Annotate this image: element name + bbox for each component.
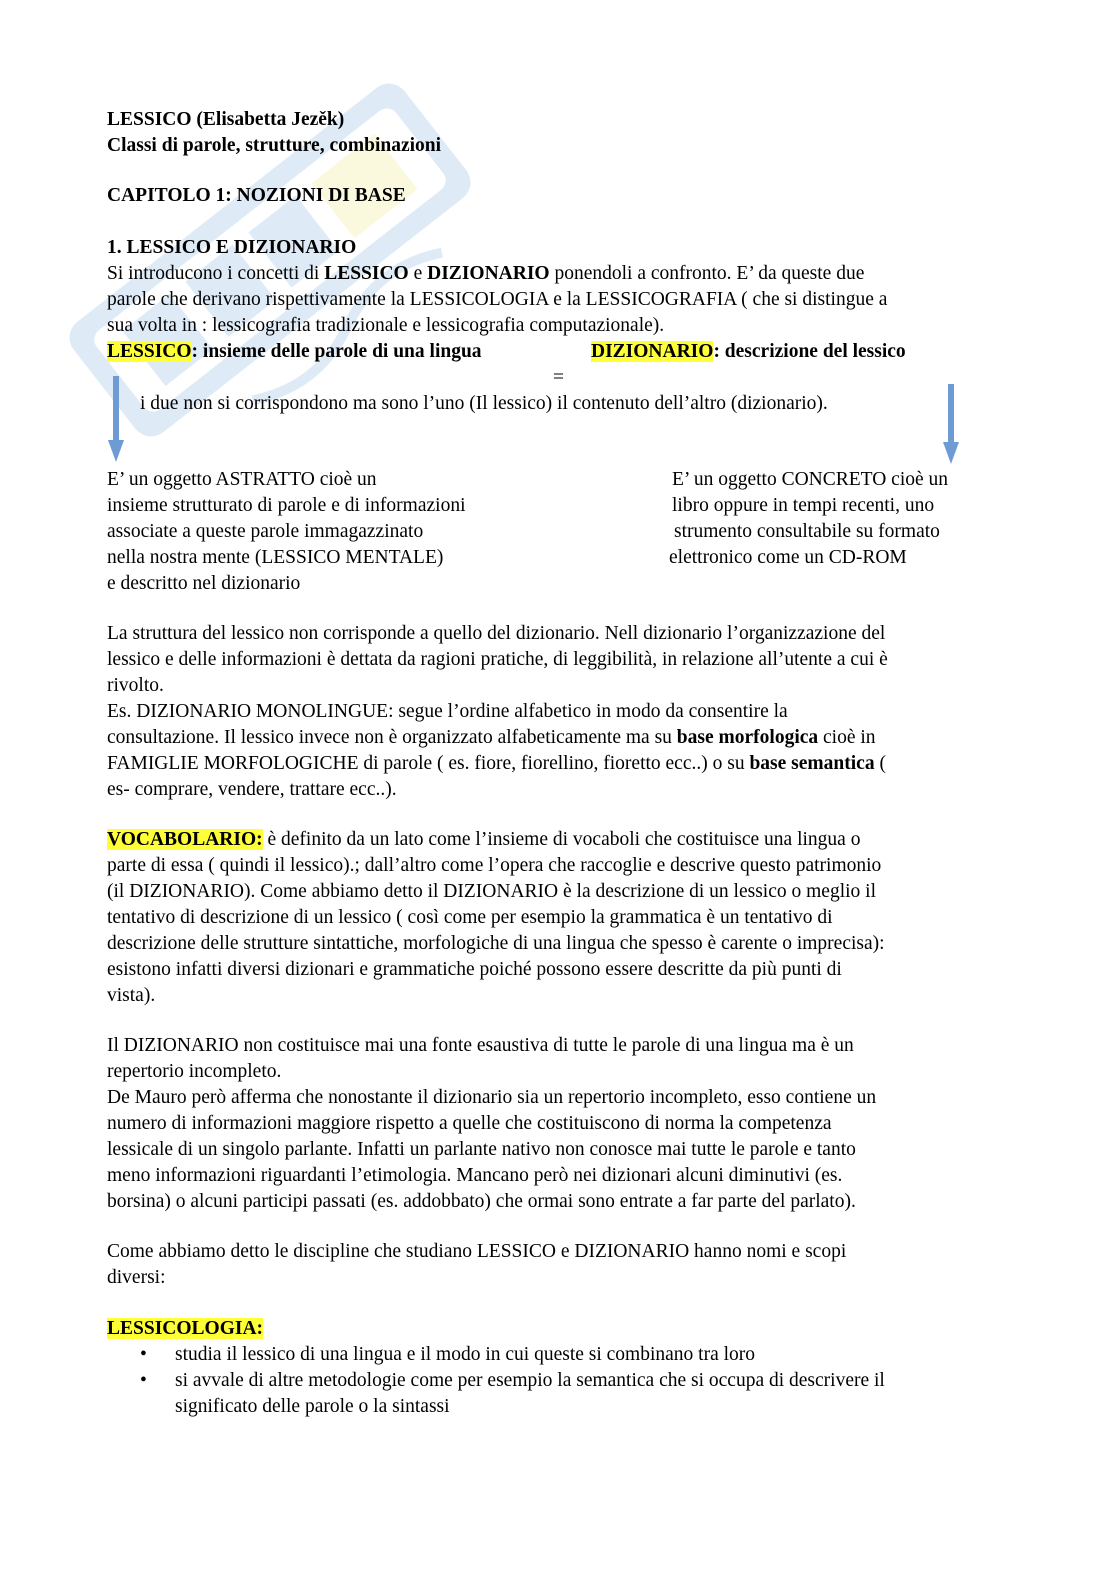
right-col-line-3: strumento consultabile su formato [674, 521, 940, 542]
diz-line-4: numero di informazioni maggiore rispetto a quelle che costituiscono di norma la competenza [107, 1113, 832, 1134]
dizionario-term: DIZIONARIO [591, 341, 714, 362]
left-col-line-2: insieme strutturato di parole e di informazioni [107, 495, 466, 516]
left-col-line-1: E’ un oggetto ASTRATTO cioè un [107, 469, 377, 490]
intro-line-1: Si introducono i concetti di LESSICO e DIZIONARIO ponendoli a confronto. E’ da queste due [107, 263, 865, 284]
intro-line-3: sua volta in : lessicografia tradizionale e lessicografia computazionale). [107, 315, 665, 336]
vocab-line-2: parte di essa ( quindi il lessico).; dall’altro come l’opera che raccoglie e descrive questo patrimonio [107, 855, 882, 876]
struct-line-6: FAMIGLIE MORFOLOGICHE di parole ( es. fiore, fiorellino, fioretto ecc..) o su base semantica ( [107, 753, 886, 774]
doc-subtitle: Classi di parole, strutture, combinazioni [107, 135, 442, 156]
dizionario-definition: DIZIONARIO: descrizione del lessico [591, 341, 906, 362]
lessico-term: LESSICO [107, 341, 192, 362]
vocab-line-7: vista). [107, 985, 156, 1006]
doc-title: LESSICO (Elisabetta Jezěk) [107, 109, 345, 130]
struct-line-3: rivolto. [107, 675, 164, 696]
struct-line-7: es- comprare, vendere, trattare ecc..). [107, 779, 397, 800]
right-col-line-2: libro oppure in tempi recenti, uno [672, 495, 935, 516]
diz-line-6: meno informazioni riguardanti l’etimologia. Mancano però nei dizionari alcuni diminutivi (es. [107, 1165, 843, 1186]
struct-line-4: Es. DIZIONARIO MONOLINGUE: segue l’ordine alfabetico in modo da consentire la [107, 701, 788, 722]
down-arrow-left-icon [108, 376, 124, 462]
disc-line-2: diversi: [107, 1267, 166, 1288]
left-col-line-5: e descritto nel dizionario [107, 573, 301, 594]
right-col-line-1: E’ un oggetto CONCRETO cioè un [672, 469, 949, 490]
struct-line-5: consultazione. Il lessico invece non è organizzato alfabeticamente ma su base morfologica cioè in [107, 727, 876, 748]
vocab-line-4: tentativo di descrizione di un lessico ( così come per esempio la grammatica è un tentativo di [107, 907, 833, 928]
right-col-line-4: elettronico come un CD-ROM [669, 547, 907, 568]
equals-sign: = [553, 367, 564, 388]
left-col-line-3: associate a queste parole immagazzinato [107, 521, 424, 542]
bullet-icon: • [140, 1344, 147, 1365]
left-col-line-4: nella nostra mente (LESSICO MENTALE) [107, 547, 444, 568]
diz-line-2: repertorio incompleto. [107, 1061, 282, 1082]
diz-line-1: Il DIZIONARIO non costituisce mai una fonte esaustiva di tutte le parole di una lingua ma è un [107, 1035, 854, 1056]
lessico-definition: LESSICO: insieme delle parole di una lingua [107, 341, 482, 362]
disc-line-1: Come abbiamo detto le discipline che studiano LESSICO e DIZIONARIO hanno nomi e scopi [107, 1241, 847, 1262]
vocabolario-term: VOCABOLARIO: [107, 829, 263, 850]
diz-line-3: De Mauro però afferma che nonostante il dizionario sia un repertorio incompleto, esso contiene un [107, 1087, 877, 1108]
vocab-line-6: esistono infatti diversi dizionari e grammatiche poiché possono essere descritte da più punti di [107, 959, 842, 980]
vocab-line-1: VOCABOLARIO: è definito da un lato come l’insieme di vocaboli che costituisce una lingua o [107, 829, 861, 850]
chapter-heading: CAPITOLO 1: NOZIONI DI BASE [107, 185, 406, 206]
lessicologia-term: LESSICOLOGIA: [107, 1318, 264, 1339]
relation-text: i due non si corrispondono ma sono l’uno (Il lessico) il contenuto dell’altro (dizionario). [140, 393, 828, 414]
struct-line-2: lessico e delle informazioni è dettata da ragioni pratiche, di leggibilità, in relazione all’utente a cui è [107, 649, 888, 670]
diz-line-7: borsina) o alcuni participi passati (es. addobbato) che ormai sono entrate a far parte del parlato). [107, 1191, 856, 1212]
section-heading: 1. LESSICO E DIZIONARIO [107, 237, 357, 258]
diz-line-5: lessicale di un singolo parlante. Infatti un parlante nativo non conosce mai tutte le parole e tanto [107, 1139, 856, 1160]
bullet-icon: • [140, 1370, 147, 1391]
intro-line-2: parole che derivano rispettivamente la LESSICOLOGIA e la LESSICOGRAFIA ( che si distingue a [107, 289, 888, 310]
vocab-line-3: (il DIZIONARIO). Come abbiamo detto il DIZIONARIO è la descrizione di un lessico o meglio il [107, 881, 876, 902]
struct-line-1: La struttura del lessico non corrisponde a quello del dizionario. Nell dizionario l’organizzazione del [107, 623, 886, 644]
lessicologia-heading [107, 1316, 263, 1342]
vocab-line-5: descrizione delle strutture sintattiche, morfologiche di una lingua che spesso è carente o imprecisa): [107, 933, 885, 954]
down-arrow-right-icon [943, 384, 959, 464]
